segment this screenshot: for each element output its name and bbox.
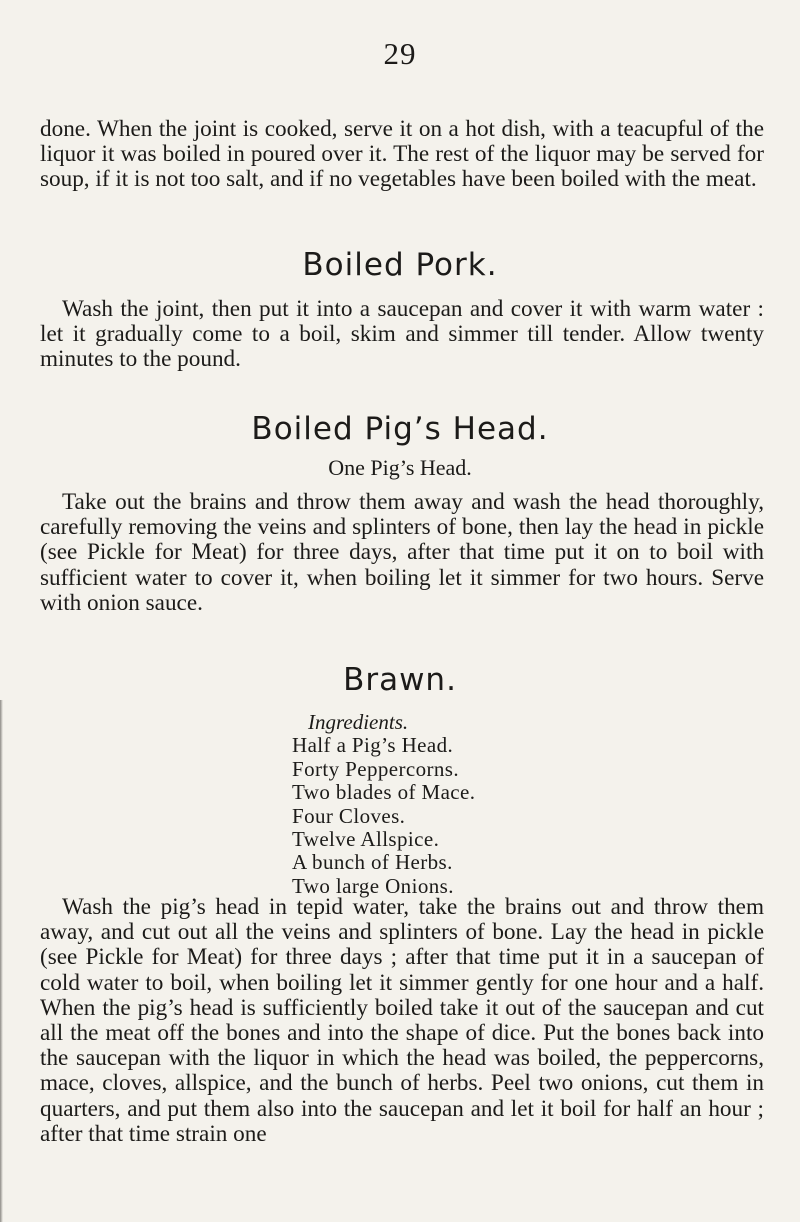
brawn-title: Brawn. bbox=[343, 662, 457, 698]
brawn-ingredients bbox=[292, 711, 692, 898]
brawn-method-block bbox=[40, 895, 764, 1147]
ingredient-item: Forty Peppercorns. bbox=[292, 756, 460, 781]
boiled-pork-method-block bbox=[40, 297, 764, 373]
page-edge-shadow bbox=[0, 700, 3, 1222]
page-number: 29 bbox=[383, 36, 417, 71]
boiled-pork-method: Wash the joint, then put it into a saucepan and cover it with warm water : let it gradually come to a boil, skim and simmer till tender. Allow twenty minutes to the pound. bbox=[40, 296, 764, 373]
intro-paragraph-block bbox=[40, 117, 764, 193]
boiled-pigs-head-title: Boiled Pig’s Head. bbox=[251, 411, 549, 447]
brawn-method: Wash the pig’s head in tepid water, take the brains out and throw them away, and cut out all the veins and splinters of bone. Lay the head in pickle (see Pickle for Meat) for three days ; after that time put it in a saucepan of cold water to boil, when boiling let it simmer gently for one hour and a half. When the pig’s head is sufficiently boiled take it out of the saucepan and cut all the meat off the bones and into the shape of dice. Put the bones back into the saucepan with the liquor in which the head was boiled, the peppercorns, mace, cloves, allspice, and the bunch of herbs. Peel two onions, cut them in quarters, and put them also into the saucepan and let it boil for half an hour ; after that time strain one bbox=[40, 894, 764, 1147]
ingredient-item: Half a Pig’s Head. bbox=[292, 733, 454, 758]
ingredient-item: Two blades of Mace. bbox=[292, 780, 476, 805]
ingredient-item: Twelve Allspice. bbox=[292, 827, 440, 852]
ingredients-label: Ingredients. bbox=[308, 710, 409, 734]
boiled-pigs-head-method-block bbox=[40, 490, 764, 616]
ingredient-item: Two large Onions. bbox=[292, 873, 454, 898]
intro-paragraph: done. When the joint is cooked, serve it on a hot dish, with a teacupful of the liquor it was boiled in poured over it. The rest of the liquor may be served for soup, if it is not too salt, and if no vegetables have been boiled with the meat. bbox=[40, 116, 764, 193]
boiled-pigs-head-method: Take out the brains and throw them away and wash the head thoroughly, carefully removing the veins and splinters of bone, then lay the head in pickle (see Pickle for Meat) for three days, after that time put it on to boil with sufficient water to cover it, when boiling let it simmer for two hours. Serve with onion sauce. bbox=[40, 489, 764, 616]
ingredient-item: Four Cloves. bbox=[292, 803, 406, 828]
ingredient-item: A bunch of Herbs. bbox=[292, 850, 453, 875]
boiled-pigs-head-ingredient: One Pig’s Head. bbox=[328, 455, 472, 480]
boiled-pork-title: Boiled Pork. bbox=[302, 247, 498, 283]
